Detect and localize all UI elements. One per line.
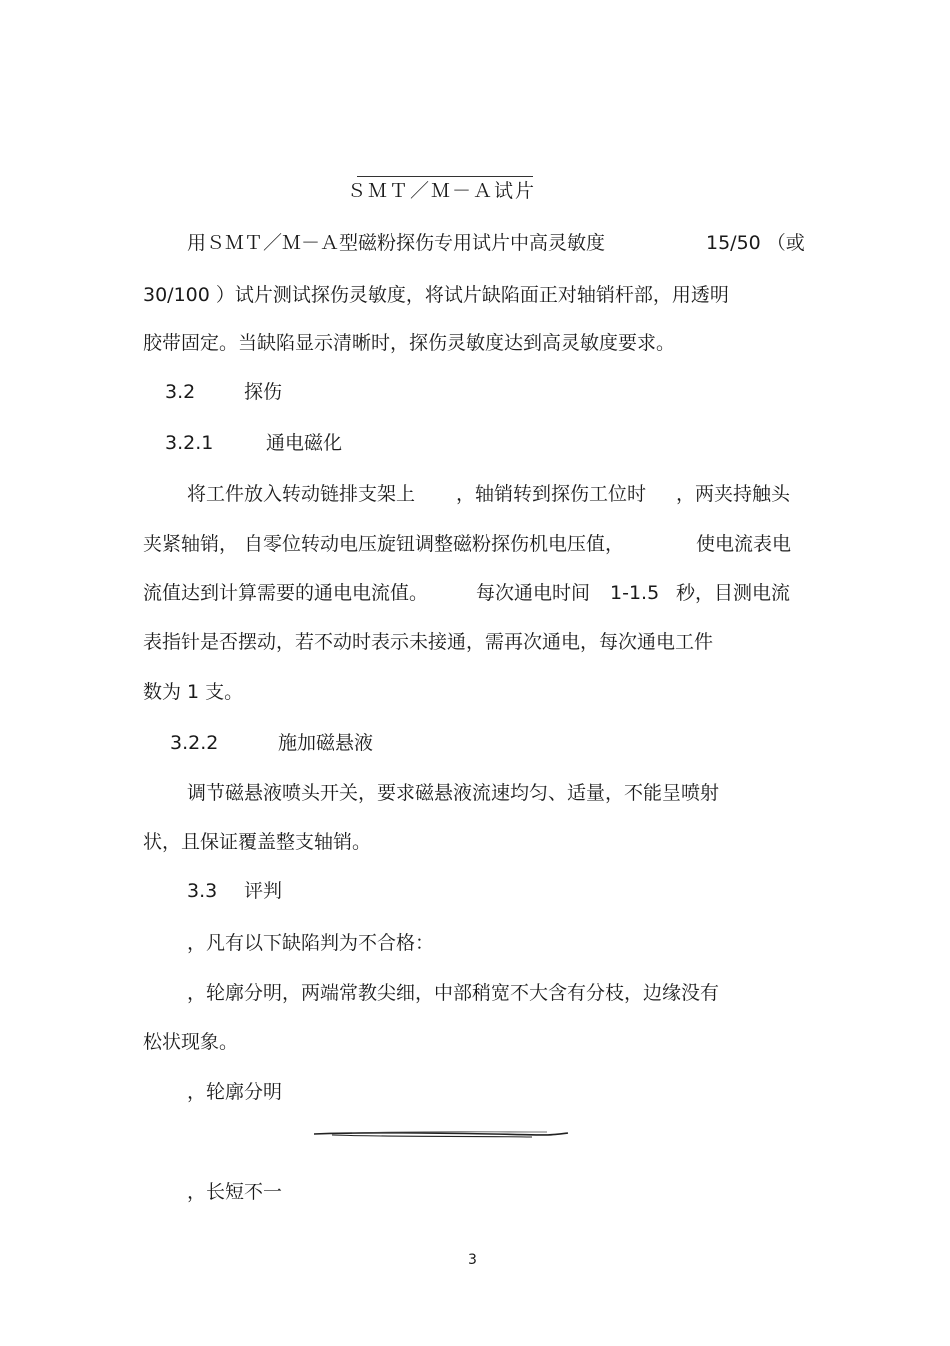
text-run: 每次通电时间	[476, 582, 591, 604]
title-overline	[357, 176, 533, 177]
text-run: 1-1.5	[610, 582, 660, 604]
paragraph-line	[187, 230, 605, 256]
paragraph-line: ，轮廓分明	[187, 1081, 283, 1103]
paragraph-line: 状，且保证覆盖整支轴销。	[143, 831, 372, 853]
defect-line-sketch	[312, 1124, 572, 1144]
paragraph-line: 胶带固定。当缺陷显示清晰时，探伤灵敏度达到高灵敏度要求。	[143, 332, 676, 354]
section-number: 3.2.2	[170, 732, 219, 754]
page-number: 3	[468, 1252, 477, 1268]
paragraph-line: 30/100 ）试片测试探伤灵敏度，将试片缺陷面正对轴销杆部，用透明	[143, 284, 729, 306]
paragraph-line: ，轮廓分明，两端常教尖细，中部稍宽不大含有分枝，边缘没有	[187, 982, 720, 1004]
text-run: 15/50 （或	[706, 232, 805, 254]
paragraph-line: 数为 1 支。	[143, 681, 244, 703]
text-run: 将工件放入转动链排支架上	[187, 483, 416, 505]
paragraph-line: 调节磁悬液喷头开关，要求磁悬液流速均匀、适量，不能呈喷射	[187, 782, 720, 804]
paragraph-line: ，长短不一	[187, 1181, 283, 1203]
paragraph-line: 表指针是否摆动，若不动时表示未接通，需再次通电，每次通电工件	[143, 631, 714, 653]
text-run: ，两夹持触头	[676, 483, 791, 505]
text-run: ，轴销转到探伤工位时	[456, 483, 647, 505]
text-run: 使电流表电	[696, 533, 792, 555]
section-title: ＳＭＴ／Ｍ－Ａ试片	[347, 180, 537, 202]
text-run: 流值达到计算需要的通电电流值。	[143, 582, 429, 604]
section-number: 3.3	[187, 880, 218, 902]
paragraph-line: ，凡有以下缺陷判为不合格：	[187, 932, 435, 954]
text-run: 用ＳＭＴ／Ｍ－Ａ型磁粉探伤专用试片中高灵敏度	[187, 232, 606, 254]
section-heading: 评判	[244, 880, 283, 902]
section-number: 3.2	[165, 381, 196, 403]
text-run: 夹紧轴销， 自零位转动电压旋钮调整磁粉探伤机电压值，	[143, 533, 625, 555]
paragraph-line: 松状现象。	[143, 1031, 239, 1053]
section-heading: 通电磁化	[266, 432, 343, 454]
section-number: 3.2.1	[165, 432, 214, 454]
section-heading: 施加磁悬液	[278, 732, 374, 754]
text-run: 秒，目测电流	[676, 582, 791, 604]
section-heading: 探伤	[244, 381, 283, 403]
